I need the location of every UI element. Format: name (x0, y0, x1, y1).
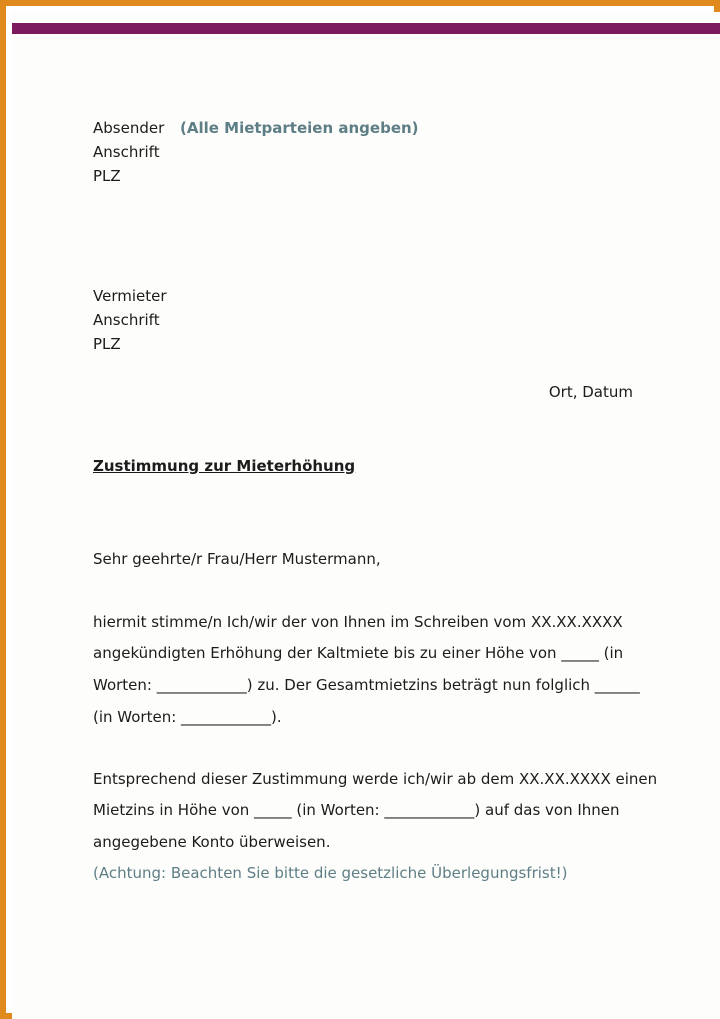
salutation: Sehr geehrte/r Frau/Herr Mustermann, (93, 550, 381, 568)
paragraph1-line: angekündigten Erhöhung der Kaltmiete bis zu einer Höhe von _____ (in (93, 644, 624, 662)
recipient-zip: PLZ (93, 335, 121, 353)
paragraph2-line: Mietzins in Höhe von _____ (in Worten: ____________) auf das von Ihnen (93, 801, 620, 819)
paragraph1-line: (in Worten: ____________). (93, 708, 282, 726)
paragraph2-line: Entsprechend dieser Zustimmung werde ich/wir ab dem XX.XX.XXXX einen (93, 770, 658, 788)
letter-page (12, 12, 720, 1019)
paragraph1-line: Worten: ____________) zu. Der Gesamtmietzins beträgt nun folglich ______ (93, 676, 640, 694)
place-date: Ort, Datum (548, 383, 633, 401)
recipient-label: Vermieter (93, 287, 167, 305)
sender-address: Anschrift (93, 143, 160, 161)
paragraph2-line: angegebene Konto überweisen. (93, 833, 331, 851)
sender-zip: PLZ (93, 167, 121, 185)
sender-hint: (Alle Mietparteien angeben) (180, 119, 419, 137)
recipient-address: Anschrift (93, 311, 160, 329)
subject-line: Zustimmung zur Mieterhöhung (93, 457, 356, 475)
sender-label: Absender (93, 119, 165, 137)
legal-note: (Achtung: Beachten Sie bitte die gesetzliche Überlegungsfrist!) (93, 864, 568, 882)
paragraph1-line: hiermit stimme/n Ich/wir der von Ihnen im Schreiben vom XX.XX.XXXX (93, 613, 623, 631)
header-bar (12, 23, 720, 34)
